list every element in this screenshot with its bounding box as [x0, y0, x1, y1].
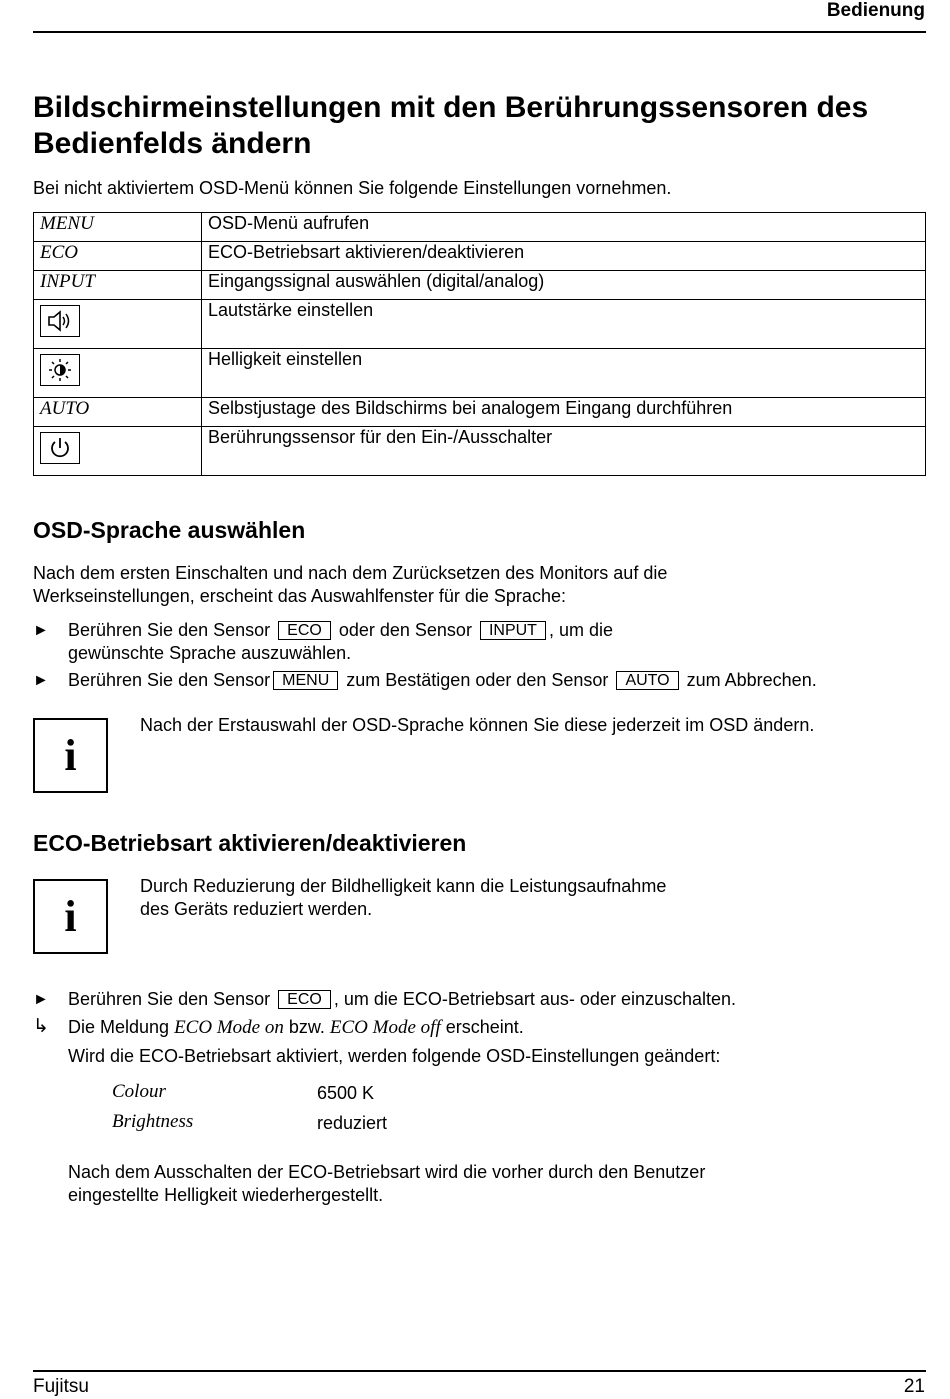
bullet-arrow-icon: ►: [33, 622, 49, 639]
table-row: [34, 427, 926, 476]
menu-sensor-key: MENU: [273, 671, 338, 690]
key-label: ECO: [34, 242, 202, 271]
table-row: [34, 300, 926, 349]
eco-changes-intro: Wird die ECO-Betriebsart aktiviert, werden folgende OSD-Einstellungen geändert:: [68, 1046, 721, 1066]
table-row: [34, 398, 926, 427]
info-icon: i: [33, 718, 108, 793]
osd-info-text: Nach der Erstauswahl der OSD-Sprache können Sie diese jederzeit im OSD ändern.: [140, 715, 815, 735]
table-row: [34, 349, 926, 398]
key-description: Lautstärke einstellen: [202, 300, 926, 349]
key-label: INPUT: [34, 271, 202, 300]
result-arrow-icon: ↳: [33, 1016, 49, 1037]
eco-sensor-key: ECO: [278, 621, 331, 640]
osd-paragraph-line: Nach dem ersten Einschalten und nach dem Zurücksetzen des Monitors auf die: [33, 563, 668, 583]
running-header: Bedienung: [826, 0, 925, 21]
key-description: ECO-Betriebsart aktivieren/deaktivieren: [202, 242, 926, 271]
key-label: MENU: [34, 213, 202, 242]
key-description: Eingangssignal auswählen (digital/analog): [202, 271, 926, 300]
setting-name: Brightness: [112, 1111, 194, 1132]
eco-sensor-key: ECO: [278, 990, 331, 1009]
speaker-icon: [40, 305, 80, 337]
osd-step-2: Berühren Sie den Sensor MENU zum Bestätigen oder den Sensor AUTO zum Abbrechen.: [68, 670, 817, 690]
power-icon: [40, 432, 80, 464]
setting-value: reduziert: [317, 1113, 388, 1133]
eco-result: Die Meldung ECO Mode on bzw. ECO Mode off erscheint.: [68, 1017, 524, 1038]
footer-rule: [33, 1370, 926, 1372]
table-row: [34, 242, 926, 271]
auto-sensor-key: AUTO: [616, 671, 678, 690]
page-number: 21: [903, 1376, 925, 1397]
header-rule: [33, 31, 926, 33]
eco-closing-line: eingestellte Helligkeit wiederhergestellt.: [68, 1185, 384, 1205]
osd-section-heading: OSD-Sprache auswählen: [33, 517, 306, 543]
brightness-sun-icon: [40, 354, 80, 386]
key-label: AUTO: [34, 398, 202, 427]
eco-closing-line: Nach dem Ausschalten der ECO-Betriebsart wird die vorher durch den Benutzer: [68, 1162, 706, 1182]
eco-step: Berühren Sie den Sensor ECO , um die ECO-Betriebsart aus- oder einzuschalten.: [68, 989, 737, 1009]
eco-section-heading: ECO-Betriebsart aktivieren/deaktivieren: [33, 830, 467, 856]
bullet-arrow-icon: ►: [33, 672, 49, 689]
eco-info-line: Durch Reduzierung der Bildhelligkeit kann die Leistungsaufnahme: [140, 876, 667, 896]
setting-name: Colour: [112, 1081, 166, 1102]
key-description: OSD-Menü aufrufen: [202, 213, 926, 242]
key-description: Helligkeit einstellen: [202, 349, 926, 398]
key-description: Berührungssensor für den Ein-/Ausschalter: [202, 427, 926, 476]
sensor-key-table: [33, 212, 926, 476]
key-description: Selbstjustage des Bildschirms bei analogem Eingang durchführen: [202, 398, 926, 427]
table-row: [34, 213, 926, 242]
setting-value: 6500 K: [317, 1083, 375, 1103]
footer-brand: Fujitsu: [33, 1376, 89, 1397]
info-icon: i: [33, 879, 108, 954]
osd-paragraph-line: Werkseinstellungen, erscheint das Auswahlfenster für die Sprache:: [33, 586, 566, 606]
input-sensor-key: INPUT: [480, 621, 546, 640]
bullet-arrow-icon: ►: [33, 991, 49, 1008]
osd-step-1: Berühren Sie den Sensor ECO oder den Sensor INPUT , um die gewünschte Sprache auszuwählen.: [68, 620, 613, 663]
page-title: Bildschirmeinstellungen mit den Berührungssensoren des Bedienfelds ändern: [33, 91, 869, 160]
intro-text: Bei nicht aktiviertem OSD-Menü können Sie folgende Einstellungen vornehmen.: [33, 178, 672, 198]
eco-info-line: des Geräts reduziert werden.: [140, 899, 373, 919]
table-row: [34, 271, 926, 300]
